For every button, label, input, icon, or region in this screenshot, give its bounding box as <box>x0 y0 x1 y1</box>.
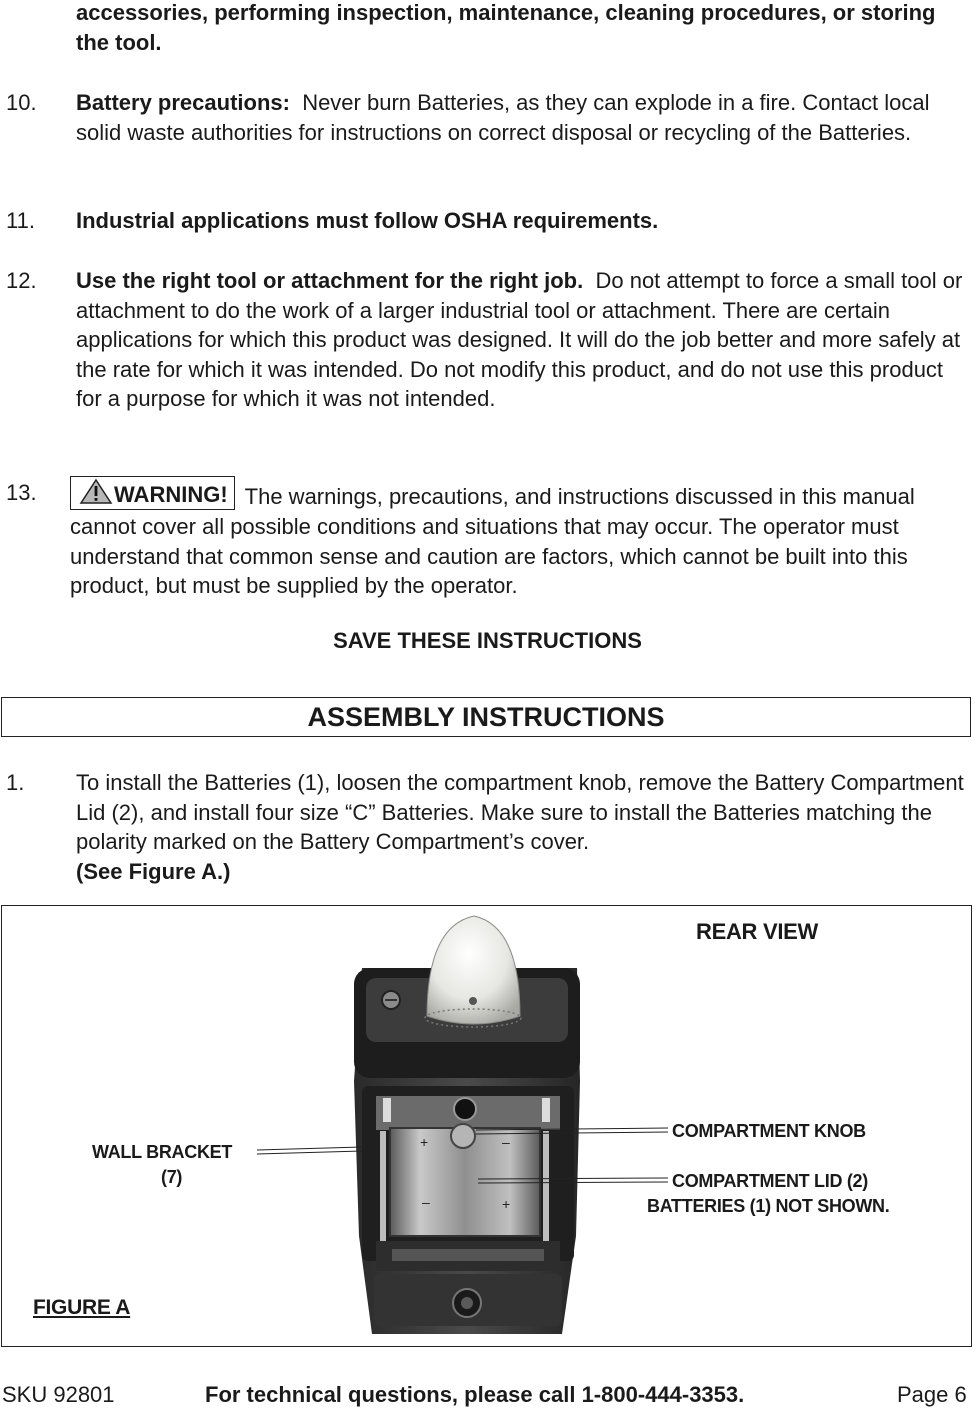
wall-bracket-number: (7) <box>161 1167 183 1187</box>
save-instructions-heading: SAVE THESE INSTRUCTIONS <box>333 628 642 653</box>
compartment-lid-label: COMPARTMENT LID (2) <box>672 1171 868 1191</box>
item-number-12: 12. <box>6 268 37 293</box>
warning-label: WARNING! <box>114 482 228 507</box>
polarity-minus-bottom: – <box>422 1194 430 1210</box>
item-number-13: 13. <box>6 480 37 505</box>
rear-view-label: REAR VIEW <box>696 919 818 944</box>
assembly-heading: ASSEMBLY INSTRUCTIONS <box>1 697 971 737</box>
polarity-plus-top: + <box>420 1134 429 1150</box>
item-number-10: 10. <box>6 90 37 115</box>
step-1-text: To install the Batteries (1), loosen the compartment knob, remove the Battery Compartment Lid (2), and install four size “C” Batteries. Make sure to install the Batteries matching the polarity marked on the Battery Compartment’s cover. <box>76 770 964 854</box>
wall-bracket-label: WALL BRACKET <box>92 1142 233 1162</box>
item-number-11: 11. <box>6 208 35 233</box>
item-10-text: Never burn Batteries, as they can explode in a fire. Contact local solid waste authorities for instructions on correct disposal or recycling of the Batteries. <box>76 90 930 145</box>
figure-a <box>1 905 972 1347</box>
item-12 <box>76 266 969 414</box>
item-11 <box>76 206 969 236</box>
item-10-bold: Battery precautions: <box>76 90 290 115</box>
warning-triangle-icon <box>79 478 113 505</box>
item-11-bold: Industrial applications must follow OSHA requirements. <box>76 208 659 233</box>
step-number-1: 1. <box>6 770 25 795</box>
item-12-bold: Use the right tool or attachment for the right job. <box>76 268 584 293</box>
see-figure-a: (See Figure A.) <box>76 858 231 884</box>
figure-a-caption: FIGURE A <box>33 1296 131 1319</box>
compartment-knob-label: COMPARTMENT KNOB <box>672 1121 866 1141</box>
footer-support-phone: For technical questions, please call 1-800-444-3353. <box>205 1382 745 1407</box>
item-12-text: Do not attempt to force a small tool or attachment to do the work of a larger industrial tool or attachment. There are certain applications for which this product was designed. It will do the job better and more safely at the rate for which it was intended. Do not modify this product, and do not use this product for a purpose for which it was not intended. <box>76 268 963 411</box>
assembly-step-1 <box>76 768 969 886</box>
item-13-text: The warnings, precautions, and instructions discussed in this manual cannot cover all possible conditions and situations that may occur. The operator must understand that common sense and caution are factors, which cannot be built into this product, but must be supplied by the operator. <box>70 484 915 598</box>
polarity-plus-bottom: + <box>502 1196 511 1212</box>
intro-text: accessories, performing inspection, maintenance, cleaning procedures, or storing the tool. <box>76 0 936 55</box>
footer-page-number: Page 6 <box>897 1382 967 1407</box>
item-13 <box>70 478 969 601</box>
batteries-not-shown-label: BATTERIES (1) NOT SHOWN. <box>647 1196 890 1216</box>
polarity-minus-top: – <box>502 1134 510 1150</box>
warning-box <box>70 476 235 510</box>
item-10 <box>76 88 969 147</box>
footer-sku: SKU 92801 <box>2 1382 115 1407</box>
